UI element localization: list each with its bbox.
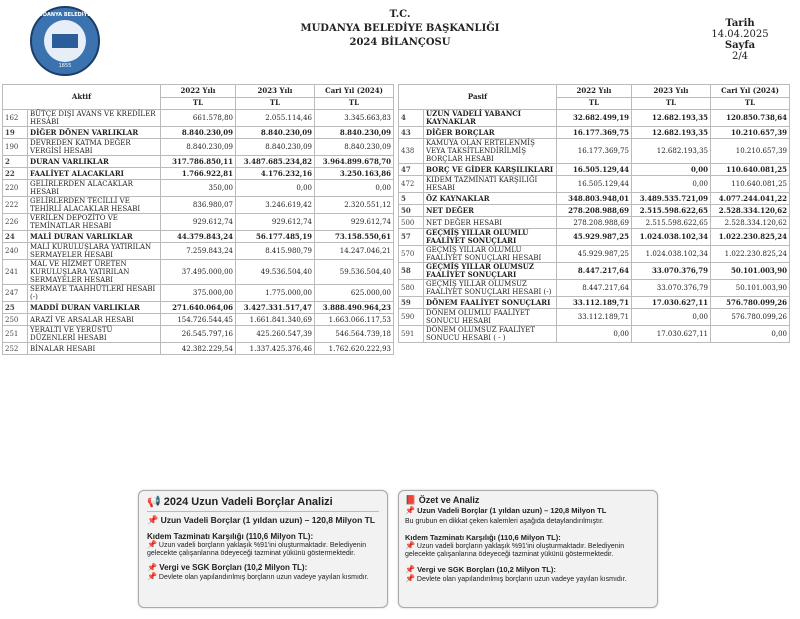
- value-2024: 3.345.663,83: [315, 110, 394, 127]
- table-row: [3, 243, 394, 260]
- account-name: KAMUYA OLAN ERTELENMİŞ VEYA TAKSİTLENDİRİLMİŞ BORÇLAR HESABI: [424, 139, 557, 164]
- value-2023: 8.840.230,09: [236, 139, 315, 156]
- value-2022: 8.447.217,64: [557, 280, 632, 297]
- logo-year: 1855: [58, 63, 72, 69]
- value-2022: 661.578,80: [161, 110, 236, 127]
- value-2022: 8.840.230,09: [161, 127, 236, 139]
- value-2022: 271.640.064,06: [161, 302, 236, 314]
- table-row: [3, 127, 394, 139]
- account-name: DURAN VARLIKLAR: [28, 156, 161, 168]
- value-2023: 33.070.376,79: [632, 280, 711, 297]
- year-header: Cari Yıl (2024): [315, 85, 394, 98]
- account-code: 438: [399, 139, 424, 164]
- value-2024: 10.210.657,39: [711, 139, 790, 164]
- table-row: [399, 110, 790, 127]
- summary-panel: [398, 490, 658, 608]
- liabilities-header-row: [399, 85, 790, 98]
- pushpin-icon: 📌: [147, 572, 157, 581]
- value-2023: 2.055.114,46: [236, 110, 315, 127]
- year-header: 2022 Yılı: [557, 85, 632, 98]
- logo-text: MUDANYA BELEDİYESİ: [33, 12, 97, 18]
- value-2024: 8.840.230,09: [315, 139, 394, 156]
- value-2022: 44.379.843,24: [161, 231, 236, 243]
- table-row: [3, 214, 394, 231]
- value-2023: 12.682.193,35: [632, 127, 711, 139]
- table-row: [3, 231, 394, 243]
- unit-header: TL: [236, 97, 315, 110]
- value-2024: 0,00: [315, 180, 394, 197]
- value-2022: 1.766.922,81: [161, 168, 236, 180]
- table-row: [399, 263, 790, 280]
- value-2023: 0,00: [236, 180, 315, 197]
- value-2023: 1.024.038.102,34: [632, 229, 711, 246]
- account-name: GEÇMİŞ YILLAR OLUMSUZ FAALİYET SONUÇLARI: [424, 263, 557, 280]
- account-code: 250: [3, 314, 28, 326]
- title-line-1: T.C.: [389, 9, 411, 20]
- table-row: [3, 343, 394, 355]
- value-2022: 8.840.230,09: [161, 139, 236, 156]
- summary-intro: Bu grubun en dikkat çeken kalemleri aşağıda detaylandırılmıştır.: [405, 518, 604, 525]
- account-name: GEÇMİŞ YILLAR OLUMLU FAALİYET SONUÇLARI HESABI: [424, 246, 557, 263]
- value-2022: 42.382.229,54: [161, 343, 236, 355]
- account-code: 5: [399, 193, 424, 205]
- unit-header: TL: [315, 97, 394, 110]
- pushpin-icon: 📌: [147, 540, 157, 549]
- value-2022: 154.726.544,45: [161, 314, 236, 326]
- account-code: 500: [399, 217, 424, 229]
- account-name: VERİLEN DEPOZİTO VE TEMİNATLAR HESABI: [28, 214, 161, 231]
- account-name: DİĞER BORÇLAR: [424, 127, 557, 139]
- account-code: 580: [399, 280, 424, 297]
- table-row: [3, 168, 394, 180]
- table-row: [3, 302, 394, 314]
- account-name: BİNALAR HESABI: [28, 343, 161, 355]
- value-2024: 546.564.739,18: [315, 326, 394, 343]
- table-row: [399, 297, 790, 309]
- long-term-debt-panel: [138, 490, 388, 608]
- account-code: 252: [3, 343, 28, 355]
- pushpin-icon: 📌: [405, 541, 415, 550]
- value-2023: 12.682.193,35: [632, 110, 711, 127]
- table-row: [3, 180, 394, 197]
- account-name: DÖNEM OLUMLU FAALİYET SONUCU HESABI: [424, 309, 557, 326]
- account-name: ÖZ KAYNAKLAR: [424, 193, 557, 205]
- value-2024: 10.210.657,39: [711, 127, 790, 139]
- account-name: NET DEĞER HESABI: [424, 217, 557, 229]
- value-2024: 2.528.334.120,62: [711, 205, 790, 217]
- account-name: FAALİYET ALACAKLARI: [28, 168, 161, 180]
- account-name: ARAZİ VE ARSALAR HESABI: [28, 314, 161, 326]
- table-row: [399, 139, 790, 164]
- account-name: YERALTI VE YERÜSTÜ DÜZENLERİ HESABI: [28, 326, 161, 343]
- value-2023: 1.661.841.340,69: [236, 314, 315, 326]
- table-row: [3, 285, 394, 302]
- account-name: GEÇMİŞ YILLAR OLUMSUZ FAALİYET SONUÇLARI HESABI (-): [424, 280, 557, 297]
- date-label: Tarih: [725, 18, 755, 29]
- value-2022: 26.545.797,16: [161, 326, 236, 343]
- account-code: 240: [3, 243, 28, 260]
- page-label: Sayfa: [724, 40, 756, 51]
- account-code: 43: [399, 127, 424, 139]
- unit-header: TL: [632, 97, 711, 110]
- account-name: GELİRLERDEN TECİLLİ VE TEHİRLİ ALACAKLAR HESABI: [28, 197, 161, 214]
- summary-section-1-title: Kıdem Tazminatı Karşılığı (110,6 Milyon TL):: [405, 533, 561, 542]
- table-row: [3, 156, 394, 168]
- value-2023: 0,00: [632, 164, 711, 176]
- account-name: GELİRLERDEN ALACAKLAR HESABI: [28, 180, 161, 197]
- value-2022: 16.505.129,44: [557, 176, 632, 193]
- value-2024: 1.663.066.117,53: [315, 314, 394, 326]
- summary-icon: 📕: [405, 495, 417, 505]
- account-name: SERMAYE TAAHHÜTLERİ HESABI (-): [28, 285, 161, 302]
- section-2-title: Vergi ve SGK Borçları (10,2 Milyon TL):: [159, 563, 308, 572]
- value-2022: 45.929.987,25: [557, 229, 632, 246]
- value-2022: 929.612,74: [161, 214, 236, 231]
- value-2022: 7.259.843,24: [161, 243, 236, 260]
- account-code: 50: [399, 205, 424, 217]
- title-line-2: MUDANYA BELEDİYE BAŞKANLIĞI: [300, 23, 500, 34]
- table-row: [399, 164, 790, 176]
- account-name: NET DEĞER: [424, 205, 557, 217]
- value-2023: 2.515.598.622,65: [632, 217, 711, 229]
- section-1-text: Uzun vadeli borçların yaklaşık %91'ini oluşturmaktadır. Belediyenin gelecekte çalışanlarına ödeyeceği tazminat yükünü göstermektedir.: [147, 542, 367, 557]
- liabilities-col-label: Pasif: [399, 85, 557, 110]
- value-2023: 49.536.504,40: [236, 260, 315, 285]
- value-2024: 1.022.230.825,24: [711, 246, 790, 263]
- account-code: 59: [399, 297, 424, 309]
- value-2022: 836.980,07: [161, 197, 236, 214]
- year-header: 2023 Yılı: [632, 85, 711, 98]
- value-2024: 110.640.081,25: [711, 164, 790, 176]
- account-code: 4: [399, 110, 424, 127]
- table-row: [3, 314, 394, 326]
- value-2023: 425.260.547,39: [236, 326, 315, 343]
- value-2023: 4.176.232,16: [236, 168, 315, 180]
- year-header: 2023 Yılı: [236, 85, 315, 98]
- pin-icon: 📌: [147, 515, 159, 525]
- value-2024: 50.101.003,90: [711, 263, 790, 280]
- table-row: [3, 139, 394, 156]
- year-header: Cari Yıl (2024): [711, 85, 790, 98]
- account-name: MAL VE HİZMET ÜRETEN KURULUŞLARA YATIRILAN SERMAYELER HESABI: [28, 260, 161, 285]
- account-name: MALİ KURULUŞLARA YATIRILAN SERMAYELER HESABI: [28, 243, 161, 260]
- account-code: 226: [3, 214, 28, 231]
- value-2024: 4.077.244.041,22: [711, 193, 790, 205]
- account-code: 162: [3, 110, 28, 127]
- account-name: DÖNEM FAALİYET SONUÇLARI: [424, 297, 557, 309]
- value-2023: 8.415.980,79: [236, 243, 315, 260]
- account-code: 24: [3, 231, 28, 243]
- value-2022: 375.000,00: [161, 285, 236, 302]
- report-meta: [700, 18, 780, 62]
- summary-title: Özet ve Analiz: [418, 495, 480, 505]
- account-code: 247: [3, 285, 28, 302]
- report-header: [0, 0, 800, 82]
- value-2023: 3.489.535.721,09: [632, 193, 711, 205]
- table-row: [399, 229, 790, 246]
- account-code: 222: [3, 197, 28, 214]
- account-code: 2: [3, 156, 28, 168]
- value-2022: 37.495.000,00: [161, 260, 236, 285]
- value-2022: 278.208.988,69: [557, 217, 632, 229]
- value-2023: 56.177.485,19: [236, 231, 315, 243]
- account-code: 472: [399, 176, 424, 193]
- account-code: 19: [3, 127, 28, 139]
- value-2023: 1.337.425.376,46: [236, 343, 315, 355]
- date-value: 14.04.2025: [711, 29, 769, 40]
- account-name: KIDEM TAZMİNATI KARŞILIĞI HESABI: [424, 176, 557, 193]
- account-name: BÜTÇE DIŞI AVANS VE KREDİLER HESABI: [28, 110, 161, 127]
- report-title: [260, 8, 540, 50]
- assets-header-row: [3, 85, 394, 98]
- value-2024: 1.022.230.825,24: [711, 229, 790, 246]
- section-1-title: Kıdem Tazminatı Karşılığı (110,6 Milyon TL):: [147, 532, 314, 541]
- page-value: 2/4: [731, 51, 749, 62]
- value-2023: 0,00: [632, 309, 711, 326]
- account-code: 251: [3, 326, 28, 343]
- value-2022: 16.177.369,75: [557, 127, 632, 139]
- value-2023: 33.070.376,79: [632, 263, 711, 280]
- value-2022: 45.929.987,25: [557, 246, 632, 263]
- year-header: 2022 Yılı: [161, 85, 236, 98]
- account-code: 25: [3, 302, 28, 314]
- value-2022: 278.208.988,69: [557, 205, 632, 217]
- account-code: 22: [3, 168, 28, 180]
- title-line-3: 2024 BİLANÇOSU: [349, 37, 451, 48]
- table-row: [399, 280, 790, 297]
- value-2022: 16.505.129,44: [557, 164, 632, 176]
- pushpin-icon: 📌: [405, 574, 415, 583]
- value-2022: 32.682.499,19: [557, 110, 632, 127]
- value-2022: 33.112.189,71: [557, 309, 632, 326]
- account-code: 590: [399, 309, 424, 326]
- value-2022: 317.786.850,11: [161, 156, 236, 168]
- value-2024: 3.888.490.964,23: [315, 302, 394, 314]
- value-2023: 1.024.038.102,34: [632, 246, 711, 263]
- unit-header: TL: [161, 97, 236, 110]
- account-name: MADDİ DURAN VARLIKLAR: [28, 302, 161, 314]
- value-2022: 350,00: [161, 180, 236, 197]
- table-row: [399, 217, 790, 229]
- table-row: [399, 246, 790, 263]
- summary-section-1-text: Uzun vadeli borçların yaklaşık %91'ini oluşturmaktadır. Belediyenin gelecekte çalışanlarına ödeyeceği tazminat yükünü göstermektedir.: [405, 543, 625, 558]
- value-2024: 0,00: [711, 326, 790, 343]
- account-code: 591: [399, 326, 424, 343]
- summary-headline: Uzun Vadeli Borçlar (1 yıldan uzun) – 120,8 Milyon TL: [417, 506, 607, 515]
- value-2023: 17.030.627,11: [632, 326, 711, 343]
- assets-col-label: Aktif: [3, 85, 161, 110]
- value-2024: 8.840.230,09: [315, 127, 394, 139]
- account-name: MALİ DURAN VARLIKLAR: [28, 231, 161, 243]
- value-2024: 59.536.504,40: [315, 260, 394, 285]
- account-name: DEVREDEN KATMA DEĞER VERGİSİ HESABI: [28, 139, 161, 156]
- assets-table: [2, 84, 394, 355]
- value-2023: 1.775.000,00: [236, 285, 315, 302]
- account-name: DÖNEM OLUMSUZ FAALİYET SONUCU HESABI ( - ): [424, 326, 557, 343]
- unit-header: TL: [557, 97, 632, 110]
- table-row: [399, 193, 790, 205]
- account-name: BORÇ VE GİDER KARŞILIKLARI: [424, 164, 557, 176]
- municipality-logo: [30, 6, 100, 76]
- pushpin-icon: 📌: [405, 506, 415, 515]
- value-2023: 3.427.331.517,47: [236, 302, 315, 314]
- value-2022: 0,00: [557, 326, 632, 343]
- account-name: UZUN VADELİ YABANCI KAYNAKLAR: [424, 110, 557, 127]
- value-2023: 8.840.230,09: [236, 127, 315, 139]
- value-2022: 8.447.217,64: [557, 263, 632, 280]
- summary-section-2-text: Devlete olan yapılandırılmış borçların uzun vadeye yayılan kısmıdır.: [416, 576, 627, 583]
- value-2022: 33.112.189,71: [557, 297, 632, 309]
- value-2024: 576.780.099,26: [711, 309, 790, 326]
- account-code: 220: [3, 180, 28, 197]
- pushpin-icon: 📌: [405, 565, 415, 574]
- table-row: [3, 260, 394, 285]
- table-row: [399, 309, 790, 326]
- panel-headline: Uzun Vadeli Borçlar (1 yıldan uzun) – 120,8 Milyon TL: [160, 515, 376, 525]
- value-2023: 3.246.619,42: [236, 197, 315, 214]
- value-2024: 50.101.003,90: [711, 280, 790, 297]
- account-code: 241: [3, 260, 28, 285]
- value-2022: 16.177.369,75: [557, 139, 632, 164]
- value-2022: 348.803.948,01: [557, 193, 632, 205]
- table-row: [399, 176, 790, 193]
- account-name: GEÇMİŞ YILLAR OLUMLU FAALİYET SONUÇLARI: [424, 229, 557, 246]
- value-2024: 2.528.334.120,62: [711, 217, 790, 229]
- table-row: [399, 205, 790, 217]
- account-code: 570: [399, 246, 424, 263]
- value-2023: 17.030.627,11: [632, 297, 711, 309]
- panel-title: 2024 Uzun Vadeli Borçlar Analizi: [163, 496, 333, 508]
- value-2024: 3.250.163,86: [315, 168, 394, 180]
- megaphone-icon: 📢: [147, 496, 161, 508]
- liabilities-table: [398, 84, 790, 343]
- table-row: [3, 326, 394, 343]
- value-2024: 3.964.899.678,70: [315, 156, 394, 168]
- pushpin-icon: 📌: [147, 563, 157, 572]
- table-row: [3, 110, 394, 127]
- value-2023: 12.682.193,35: [632, 139, 711, 164]
- value-2023: 929.612,74: [236, 214, 315, 231]
- account-code: 190: [3, 139, 28, 156]
- value-2024: 120.850.738,64: [711, 110, 790, 127]
- table-row: [399, 326, 790, 343]
- value-2024: 625.000,00: [315, 285, 394, 302]
- value-2024: 14.247.046,21: [315, 243, 394, 260]
- account-code: 47: [399, 164, 424, 176]
- account-name: DİĞER DÖNEN VARLIKLAR: [28, 127, 161, 139]
- value-2024: 1.762.620.222,93: [315, 343, 394, 355]
- value-2023: 2.515.598.622,65: [632, 205, 711, 217]
- summary-section-2-title: Vergi ve SGK Borçları (10,2 Milyon TL):: [417, 565, 556, 574]
- value-2024: 2.320.551,12: [315, 197, 394, 214]
- account-code: 57: [399, 229, 424, 246]
- section-2-text: Devlete olan yapılandırılmış borçların uzun vadeye yayılan kısmıdır.: [158, 574, 369, 581]
- table-row: [3, 197, 394, 214]
- value-2024: 576.780.099,26: [711, 297, 790, 309]
- value-2024: 110.640.081,25: [711, 176, 790, 193]
- value-2024: 929.612,74: [315, 214, 394, 231]
- value-2023: 3.487.685.234,82: [236, 156, 315, 168]
- value-2023: 0,00: [632, 176, 711, 193]
- value-2024: 73.158.550,61: [315, 231, 394, 243]
- unit-header: TL: [711, 97, 790, 110]
- account-code: 58: [399, 263, 424, 280]
- table-row: [399, 127, 790, 139]
